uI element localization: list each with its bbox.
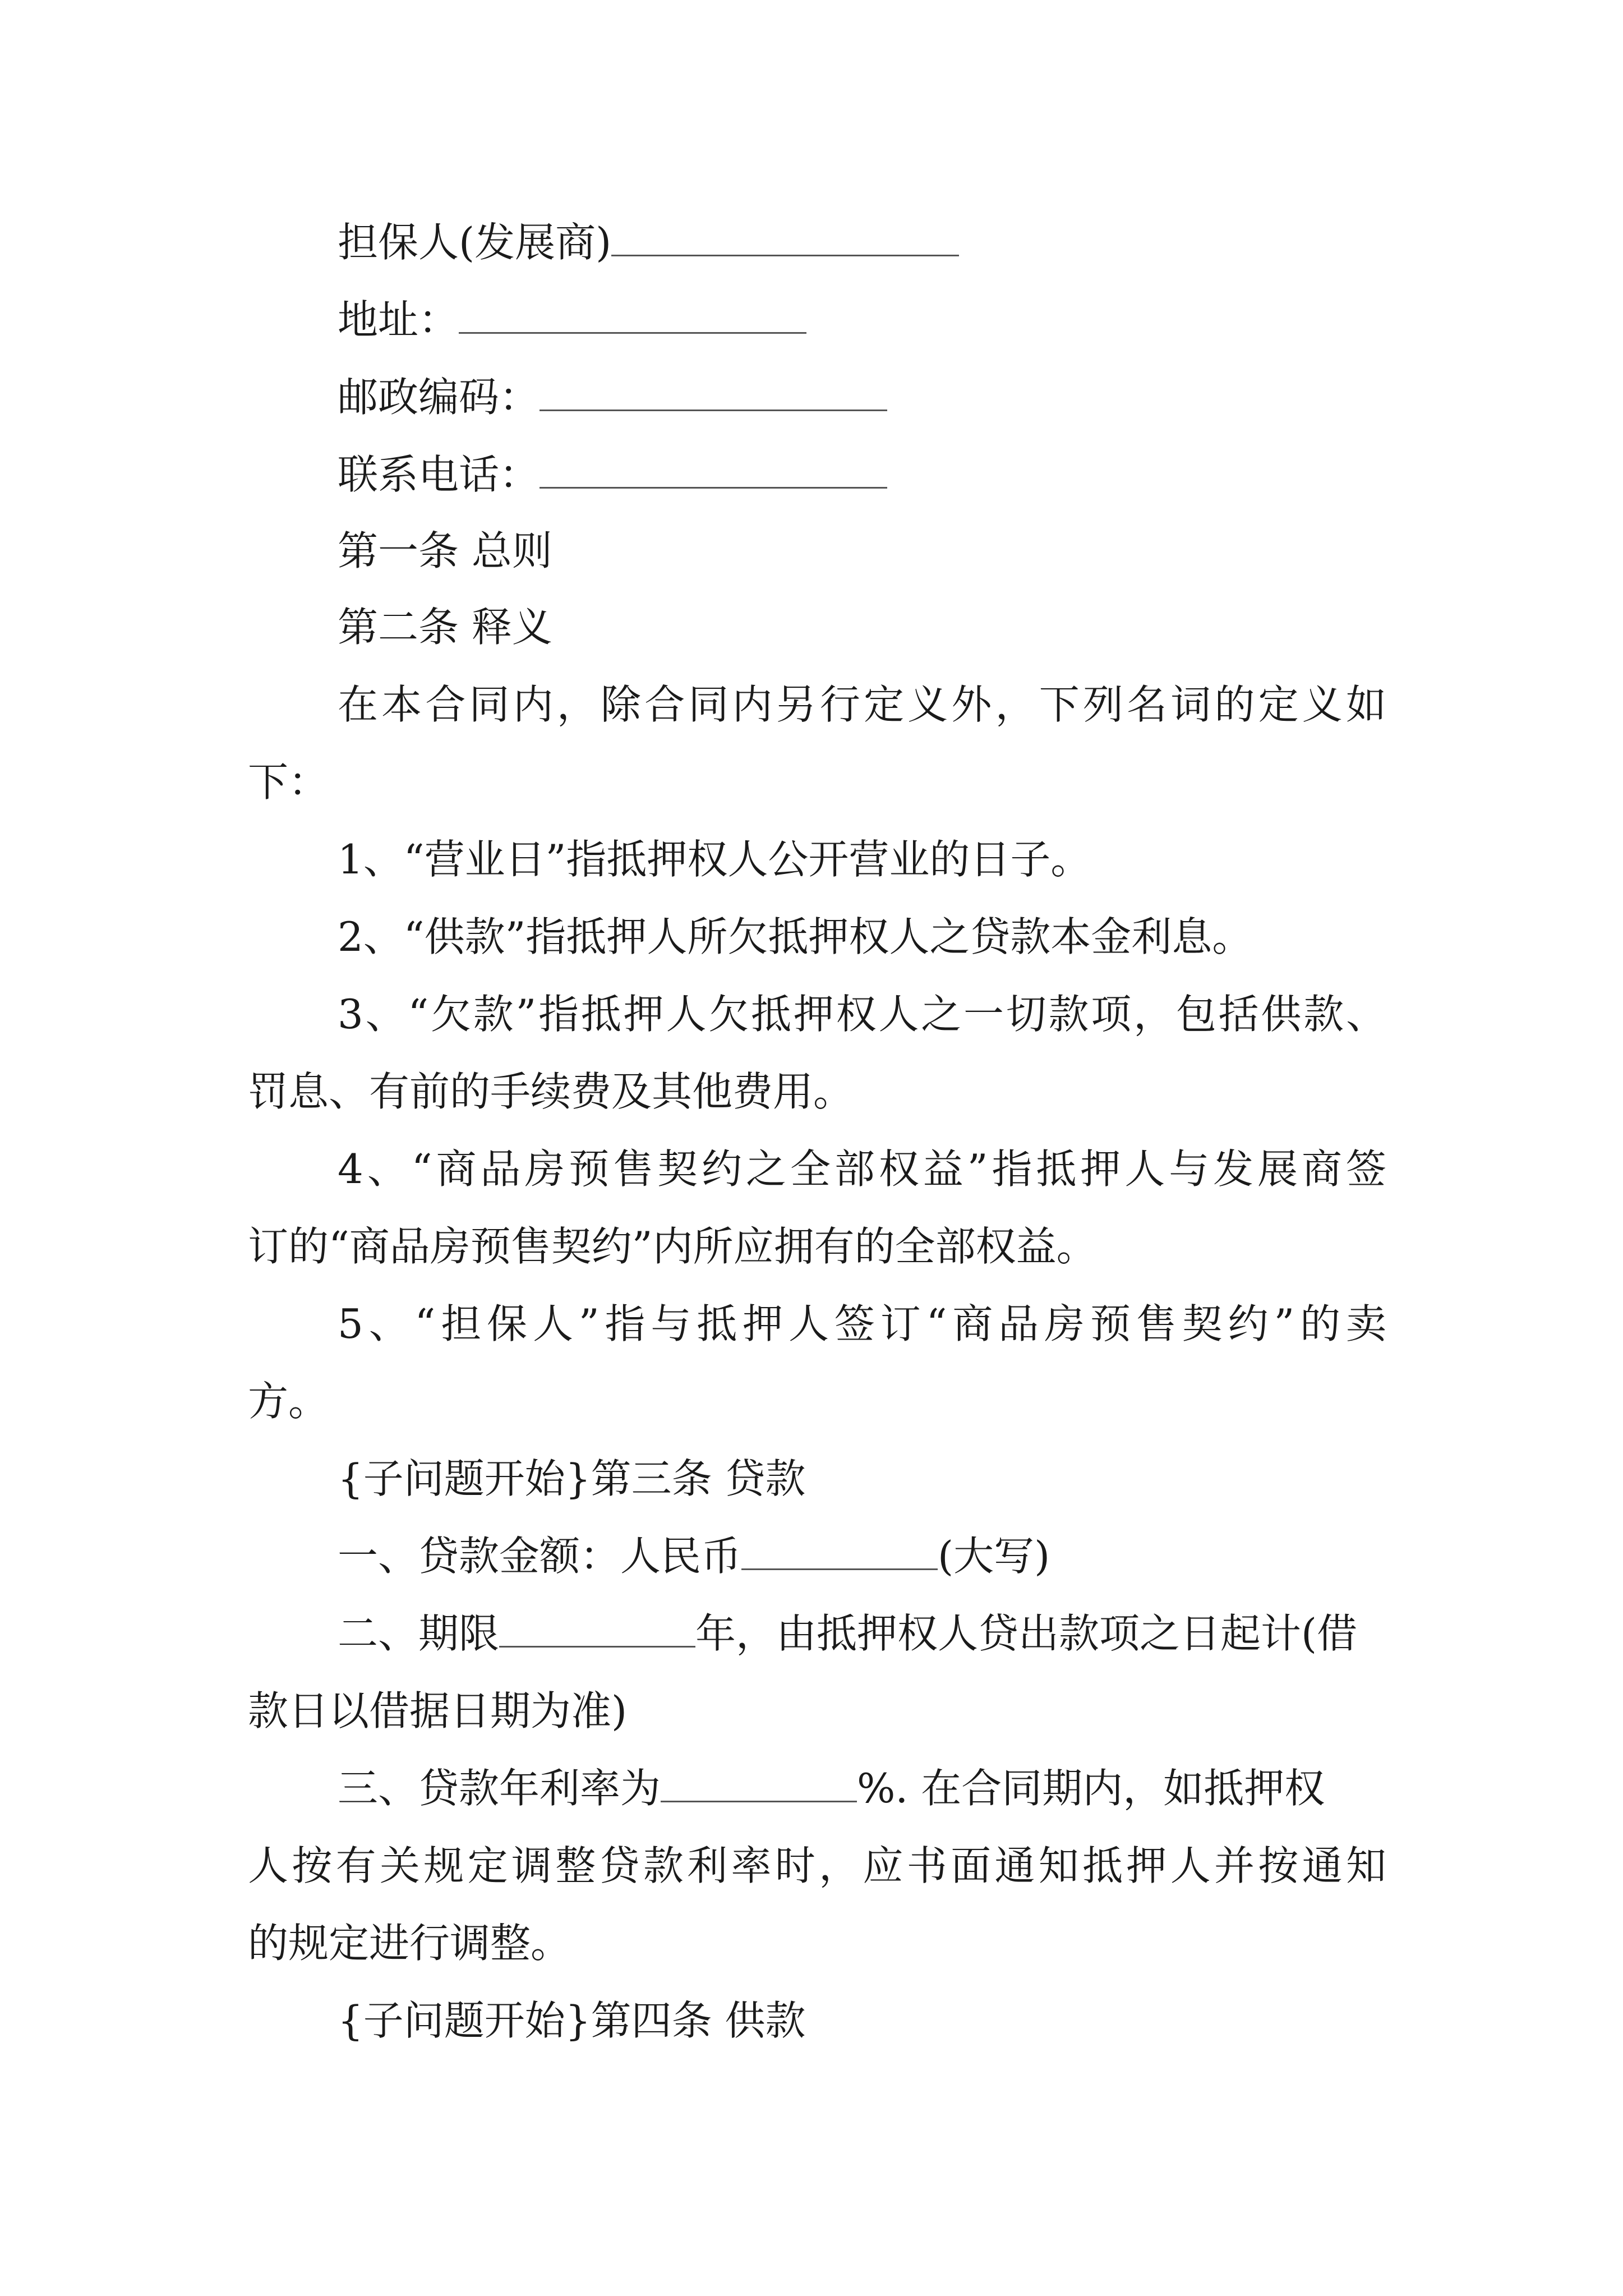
guarantor-blank: [611, 215, 959, 256]
article-3-heading: {子问题开始}第三条 贷款: [338, 1455, 806, 1502]
loan-rate-line2: 人按有关规定调整贷款利率时，应书面通知抵押人并按通知: [248, 1842, 1386, 1889]
definition-3-line1: 3、“欠款”指抵押人欠抵押权人之一切款项，包括供款、: [338, 991, 1386, 1038]
definitions-intro-line1: 在本合同内，除合同内另行定义外，下列名词的定义如: [338, 681, 1386, 728]
phone-blank: [540, 448, 887, 489]
postcode-blank: [540, 370, 887, 411]
article-1-heading: 第一条 总则: [338, 527, 552, 574]
phone-line: [0, 448, 1623, 501]
definition-5-line2: 方。: [248, 1378, 329, 1425]
loan-amount-label: 一、贷款金额：人民币: [338, 1533, 742, 1580]
loan-rate-label: 三、贷款年利率为: [338, 1765, 661, 1812]
definition-3-line2: 罚息、有前的手续费及其他费用。: [248, 1068, 854, 1115]
loan-term-blank: [499, 1607, 695, 1648]
loan-rate-blank: [661, 1761, 857, 1802]
guarantor-label: 担保人(发展商): [338, 219, 612, 266]
definition-2: 2、“供款”指抵押人所欠抵押权人之贷款本金利息。: [338, 913, 1253, 960]
loan-amount-suffix: (大写): [938, 1533, 1050, 1580]
definitions-intro-line2: 下：: [248, 758, 329, 806]
article-2-heading: 第二条 释义: [338, 604, 552, 651]
definition-4-line2: 订的“商品房预售契约”内所应拥有的全部权益。: [248, 1223, 1097, 1270]
address-blank: [459, 293, 806, 334]
address-label: 地址：: [338, 296, 459, 343]
postcode-label: 邮政编码：: [338, 374, 540, 421]
loan-amount-blank: [741, 1529, 938, 1570]
address-line: [0, 293, 1623, 347]
guarantor-line: [0, 215, 1623, 269]
loan-amount-line: [0, 1529, 1623, 1583]
loan-rate-line: [0, 1761, 1623, 1815]
loan-term-line: [0, 1607, 1623, 1660]
loan-term-suffix: 年，由抵押权人贷出款项之日起计(借: [695, 1610, 1358, 1657]
definition-1: 1、“营业日”指抵押权人公开营业的日子。: [338, 836, 1091, 883]
loan-rate-suffix: %. 在合同期内，如抵押权: [857, 1765, 1325, 1812]
loan-term-line2: 款日以借据日期为准): [248, 1687, 628, 1734]
loan-rate-line3: 的规定进行调整。: [248, 1920, 571, 1967]
definition-4-line1: 4、“商品房预售契约之全部权益”指抵押人与发展商签: [338, 1145, 1386, 1193]
phone-label: 联系电话：: [338, 451, 540, 498]
postcode-line: [0, 370, 1623, 424]
loan-term-label: 二、期限: [338, 1610, 500, 1657]
definition-5-line1: 5、“担保人”指与抵押人签订“商品房预售契约”的卖: [338, 1300, 1386, 1347]
article-4-heading: {子问题开始}第四条 供款: [338, 1997, 806, 2044]
